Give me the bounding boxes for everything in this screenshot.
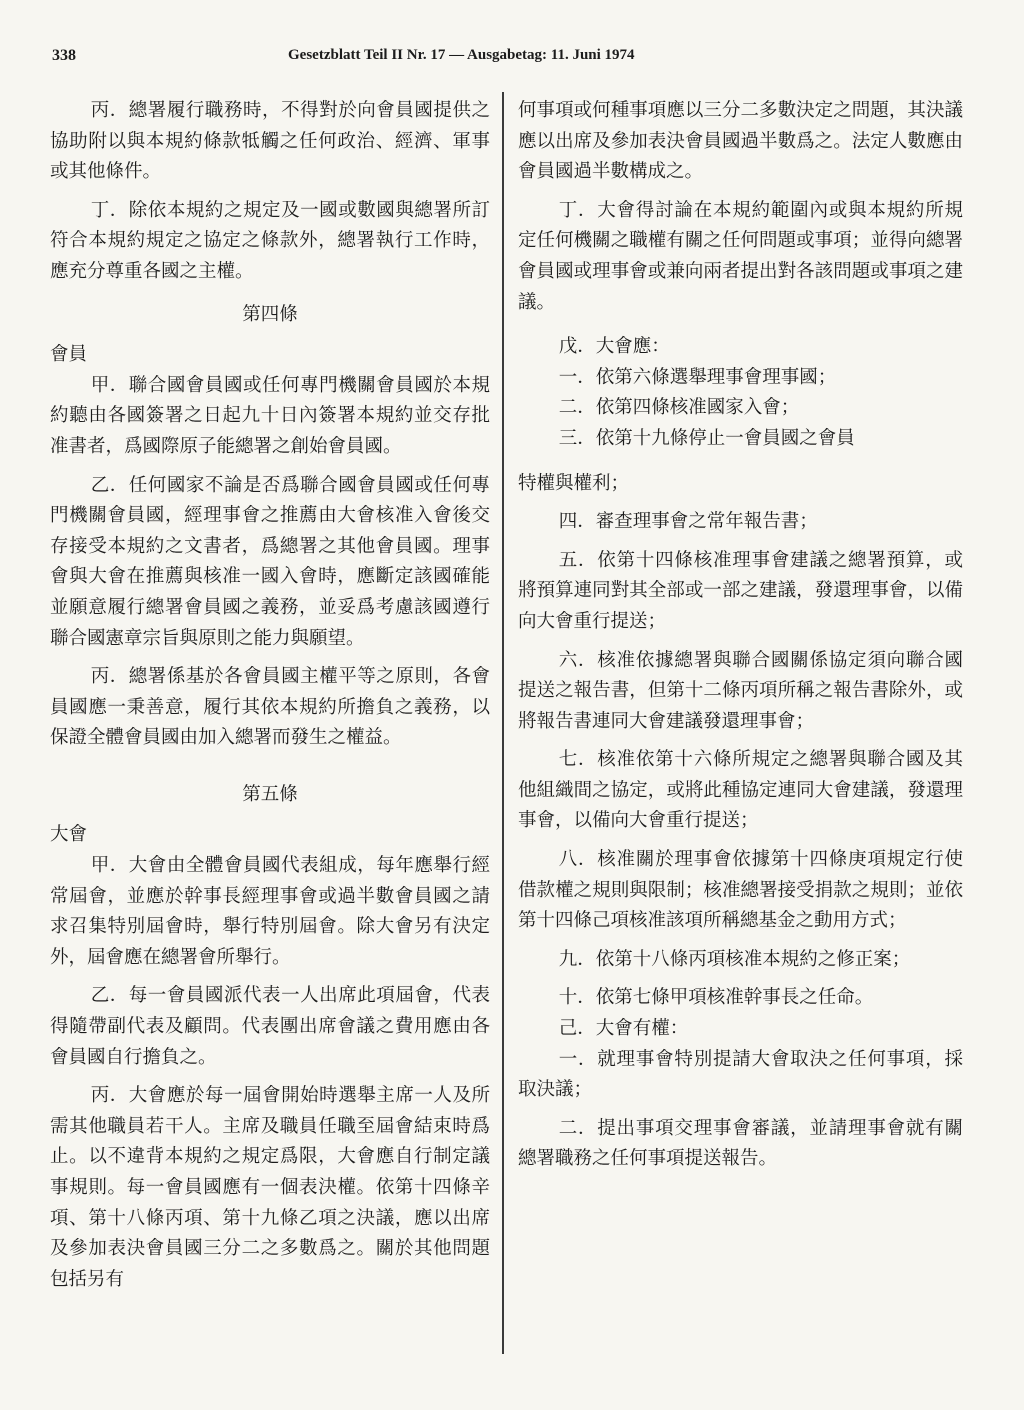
list-item-e2: 二．依第四條核准國家入會； (558, 397, 800, 419)
list-item-e6: 六．核准依據總署與聯合國關係協定須向聯合國提送之報告書，但第十二條丙項所稱之報告書除外，或將報告書連同大會建議發還理事會； (518, 649, 963, 732)
list-item-e3-continued: 特權與權利； (518, 472, 630, 494)
article-4-paragraph-b: 乙．任何國家不論是否爲聯合國會員國或任何專門機關會員國，經理事會之推薦由大會核准入會後交存接受本規約之文書者，爲總署之其他會員國。理事會與大會在推薦與核准一國入會時，應斷定該國確能並願意履行總署會員國之義務，並妥爲考慮該國遵行聯合國憲章宗旨與原則之能力與願望。 (50, 474, 490, 649)
list-item-f2: 二．提出事項交理事會審議，並請理事會就有關總署職務之任何事項提送報告。 (518, 1117, 963, 1170)
article-4-paragraph-c: 丙．總署係基於各會員國主權平等之原則，各會員國應一秉善意，履行其依本規約所擔負之義務，以保證全體會員國由加入總署而發生之權益。 (50, 666, 490, 749)
list-item-e5: 五．依第十四條核准理事會建議之總署預算，或將預算連同對其全部或一部之建議，發還理事會，以備向大會重行提送； (518, 549, 963, 632)
continued-paragraph: 何事項或何種事項應以三分二多數決定之問題，其決議應以出席及參加表決會員國過半數爲之。法定人數應由會員國過半數構成之。 (518, 100, 963, 183)
page-number: 338 (52, 47, 76, 64)
article-5-paragraph-c: 丙．大會應於每一屆會開始時選舉主席一人及所需其他職員若干人。主席及職員任職至屆會結束時爲止。以不違背本規約之規定爲限，大會應自行制定議事規則。每一會員國應有一個表決權。依第十四條辛項、第十八條丙項、第十九條乙項之決議，應以出席及參加表決會員國三分二之多數爲之。關於其他問題包括另有 (50, 1085, 490, 1290)
list-item-e9: 九．依第十八條丙項核准本規約之修正案； (558, 948, 911, 970)
article-5-paragraph-e-intro: 戊．大會應： (558, 336, 670, 358)
column-divider (502, 92, 504, 1354)
paragraph-c: 丙．總署履行職務時，不得對於向會員國提供之協助附以與本規約條款牴觸之任何政治、經濟、軍事或其他條件。 (50, 100, 490, 183)
list-item-e8: 八．核准關於理事會依據第十四條庚項規定行使借款權之規則與限制；核准總署接受捐款之規則；並依第十四條己項核准該項所稱總基金之動用方式； (518, 849, 963, 932)
article-5-paragraph-d: 丁．大會得討論在本規約範圍內或與本規約所規定任何機關之職權有關之任何問題或事項；並得向總署會員國或理事會或兼向兩者提出對各該問題或事項之建議。 (518, 199, 963, 313)
page-header (52, 47, 972, 71)
paragraph-d: 丁．除依本規約之規定及一國或數國與總署所訂符合本規約規定之協定之條款外，總署執行工作時，應充分尊重各國之主權。 (50, 199, 490, 282)
article-5-paragraph-f-intro: 己．大會有權： (558, 1018, 689, 1040)
article-4-subheading: 會員 (50, 344, 88, 366)
article-5-subheading: 大會 (50, 824, 88, 846)
list-item-f1: 一．就理事會特別提請大會取決之任何事項，採取決議； (518, 1048, 963, 1101)
left-column (50, 96, 490, 1295)
article-5-paragraph-b: 乙．每一會員國派代表一人出席此項屆會，代表得隨帶副代表及顧問。代表團出席會議之費用應由各會員國自行擔負之。 (50, 985, 490, 1068)
article-5-heading: 第五條 (242, 783, 298, 805)
article-4-paragraph-a: 甲．聯合國會員國或任何專門機關會員國於本規約聽由各國簽署之日起九十日內簽署本規約並交存批准書者，爲國際原子能總署之創始會員國。 (50, 374, 490, 457)
list-item-e3: 三．依第十九條停止一會員國之會員 (558, 427, 855, 449)
list-item-e1: 一．依第六條選舉理事會理事國； (558, 366, 837, 388)
article-5-paragraph-a: 甲．大會由全體會員國代表組成，每年應舉行經常屆會，並應於幹事長經理事會或過半數會員國之請求召集特別屆會時，舉行特別屆會。除大會另有決定外，屆會應在總署會所舉行。 (50, 855, 490, 968)
list-item-e4: 四．審查理事會之常年報告書； (558, 511, 818, 533)
running-head: Gesetzblatt Teil II Nr. 17 — Ausgabetag: 11. Juni 1974 (288, 47, 635, 63)
article-4-heading: 第四條 (242, 303, 298, 325)
list-item-e10: 十．依第七條甲項核准幹事長之任命。 (558, 987, 874, 1009)
list-item-e7: 七．核准依第十六條所規定之總署與聯合國及其他組織間之協定，或將此種協定連同大會建議，發還理事會，以備向大會重行提送； (518, 749, 963, 832)
right-column (518, 96, 963, 1175)
